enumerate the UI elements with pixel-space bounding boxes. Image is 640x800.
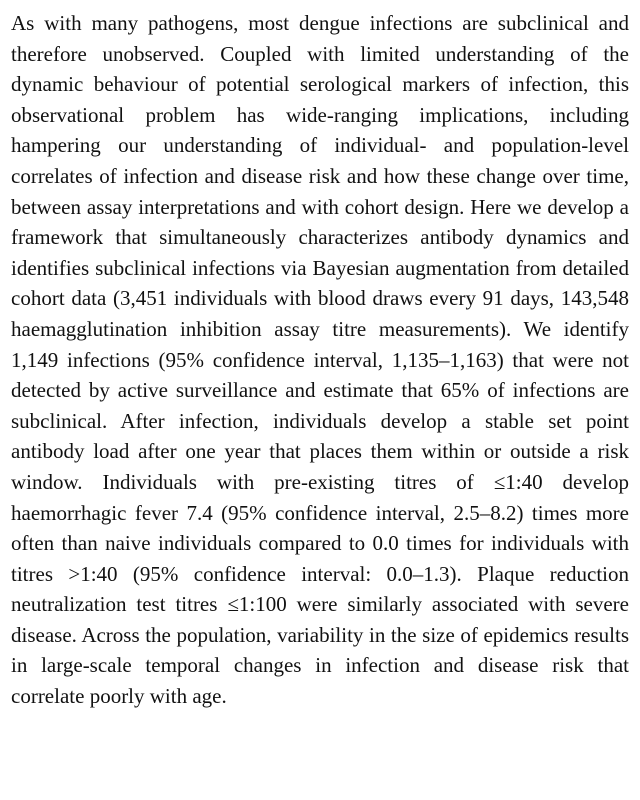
abstract-line: correlates of infection and disease risk and how these change over time, bbox=[11, 163, 629, 188]
abstract-line: framework that simultaneously characterizes antibody dynamics and bbox=[11, 225, 629, 250]
abstract-line: dynamic behaviour of potential serological markers of infection, this bbox=[11, 72, 629, 97]
abstract-line: often than naive individuals compared to 0.0 times for individuals with bbox=[11, 531, 629, 556]
abstract-line: disease. Across the population, variability in the size of epidemics results bbox=[11, 622, 629, 647]
abstract-line: observational problem has wide-ranging implications, including bbox=[11, 102, 629, 127]
abstract-line: hampering our understanding of individual- and population-level bbox=[11, 133, 629, 158]
abstract-line: haemagglutination inhibition assay titre measurements). We identify bbox=[11, 316, 629, 341]
abstract-line: As with many pathogens, most dengue infections are subclinical and bbox=[11, 11, 629, 35]
abstract-line: window. Individuals with pre-existing titres of ≤1:40 develop bbox=[11, 469, 629, 494]
abstract-line: titres >1:40 (95% confidence interval: 0.0–1.3). Plaque reduction bbox=[11, 561, 629, 586]
abstract-line: neutralization test titres ≤1:100 were similarly associated with severe bbox=[11, 592, 629, 617]
abstract-line: therefore unobserved. Coupled with limited understanding of the bbox=[11, 41, 629, 66]
abstract-line: in large-scale temporal changes in infection and disease risk that bbox=[11, 653, 629, 678]
abstract-line-last: correlate poorly with age. bbox=[11, 684, 227, 709]
abstract-line: cohort data (3,451 individuals with blood draws every 91 days, 143,548 bbox=[11, 286, 629, 311]
abstract-line: haemorrhagic fever 7.4 (95% confidence interval, 2.5–8.2) times more bbox=[11, 500, 629, 525]
abstract-line: 1,149 infections (95% confidence interval, 1,135–1,163) that were not bbox=[11, 347, 629, 372]
abstract-line: antibody load after one year that places them within or outside a risk bbox=[11, 439, 629, 464]
abstract-line: identifies subclinical infections via Bayesian augmentation from detailed bbox=[11, 255, 629, 280]
abstract-line: subclinical. After infection, individuals develop a stable set point bbox=[11, 408, 629, 433]
abstract-line: detected by active surveillance and estimate that 65% of infections are bbox=[11, 378, 629, 403]
abstract-line: between assay interpretations and with cohort design. Here we develop a bbox=[11, 194, 629, 219]
